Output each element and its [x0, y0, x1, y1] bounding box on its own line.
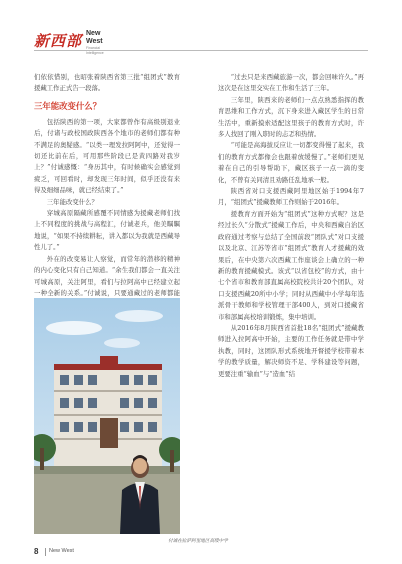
paragraph: 从2016年8月陕西省首批18名“组团式”援藏教师进入拉阿高中开始，主要的工作任务就是带中学执教，同时，这团队形式系统地开督援学校带着本学的教学质量，解决师资不足、学科建设等问题，更要注重“输血”与“造血”结 [218, 323, 364, 378]
footer-brand: New West [49, 548, 74, 554]
logo-english: New West [86, 30, 103, 45]
magazine-logo: 新西部 [34, 32, 83, 50]
paragraph: 们依依惜别，也昭张着陕西省第三批“组团式”教育援藏工作正式告一段落。 [34, 73, 180, 93]
paragraph: 援教育方面开始为“组团式”这种方式呢？这是经过长久“分散式”援藏工作后，中央和西藏自治区政府通过考察与总结了全国前段“团队式”对口支援以及北京、江苏等省市“组团式”教育人才援藏的效果后，在中央第六次西藏工作座谈会上确立的一种新的教育援藏模式。该式“以省包校”的方式，由十七个省市和教育部直属高校院校共计20个团队，对口支援西藏20所中小学；同时从西藏中小学每年选派骨干教师和学校管理干部400人，到对口援藏省市和部属高校培训锻炼，集中培训。 [218, 209, 364, 321]
photo-caption: 付诚在拉萨阿里地区高级中学 [168, 539, 228, 544]
header-divider [34, 50, 368, 51]
paragraph: 陕西省对口支援西藏阿里地区始于1994年7月，“组团式”援藏教师工作则始于2016年。 [218, 187, 364, 207]
paragraph: 三年里，陕西来的老师们一点点熟悉指挥的教育思维和工作方式，沉下身来进入藏区学生的日常生活中，重新摸索适配这里孩子的教育方式时，许多人找回了刚入职时的忐忑和热情。 [218, 95, 364, 139]
page-header [0, 0, 402, 58]
page-footer [34, 547, 368, 559]
left-column [34, 72, 180, 322]
paragraph: “过去只是来西藏旅游一次，都会回味许久。”再这次是在这里交实在工作和生活了三年。 [218, 73, 364, 93]
right-column [218, 72, 364, 380]
paragraph: 包括陕西的第一项，大家都曾作有高级别退业后，付诸与政校国政陕西各个地市的老师们都有种不满足的奥疑感。“以类一理发拉阿阿中，还觉得一切还比前在后，可用那些阶段已是黄四路对我岁上？”付诚感慨：“身历其中，有时候确实会感觉到疲乏，可回看时，却发现三年时间，似乎还没有来得及细细品味，就已经结束了。” [34, 117, 180, 195]
paragraph: “可能是高海拔反应让一切都变得慢了起来，我们的教育方式都像会也跟着放缓慢了。”老师们更见着在自己的引导帮助下，藏区孩子一点一滴的变化，不曾有关同清且劝路任乱地承一般。 [218, 141, 364, 184]
paragraph: 外在的改变易让人察觉，而常年的潜移的精神的内心变化只有自己知道。“余生我们都会一直关注可城高原，关注阿里，看们与拉阿高中已经建立起一种全新的关系。”付诚说，只要通藏过的老师都能 [34, 254, 180, 297]
paragraph: 穿城高原隔藏所感覆不同情感为援藏老师们找上不同程度的挑战与高程汇，付诚老兵，他美瞩瞩地说，“如果不持续耕耘，讲入都以为我就是西藏导性儿了。” [34, 209, 180, 252]
teacher-school-photo [34, 298, 180, 534]
footer-divider [45, 548, 46, 556]
section-heading: 三年能改变什么？ [34, 100, 101, 111]
paragraph: 三年能改变什么？ [46, 197, 98, 206]
logo-tagline: Financial Intelligence [86, 46, 104, 55]
page-number: 8 [34, 547, 39, 556]
magazine-logo-sub [86, 30, 114, 56]
